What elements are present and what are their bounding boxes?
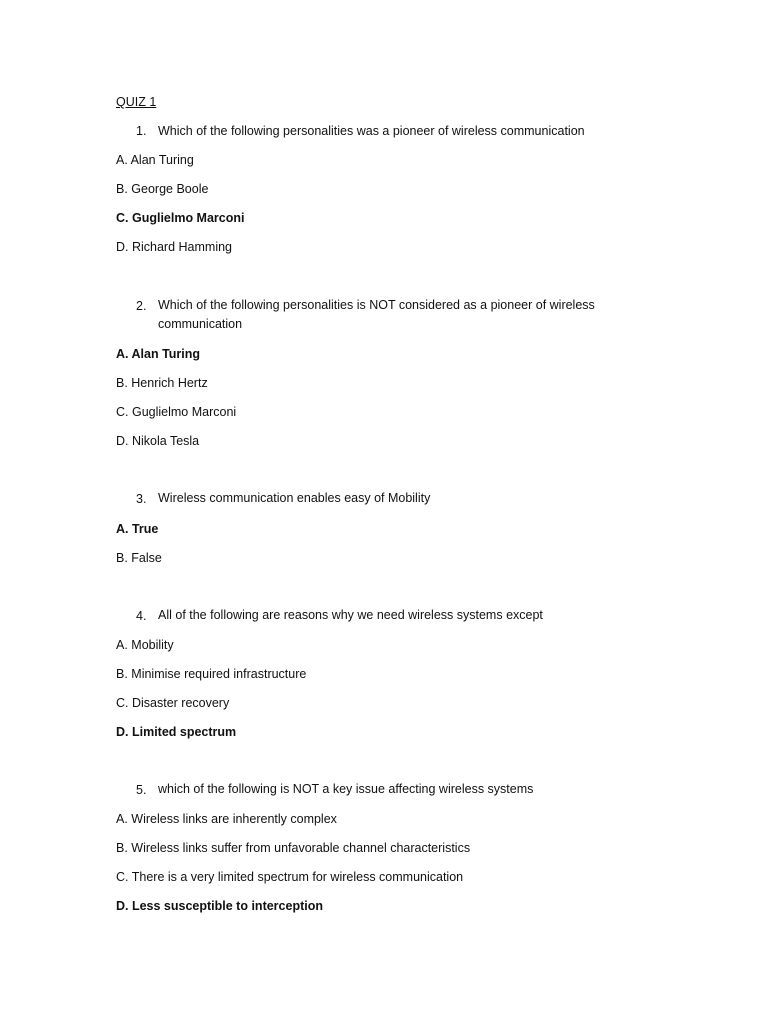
question-1-number: 1. [136, 124, 147, 138]
q4-option-a: A. Mobility [116, 638, 174, 652]
q2-option-c: C. Guglielmo Marconi [116, 405, 237, 419]
q4-option-d: D. Limited spectrum [116, 725, 237, 739]
q4-option-b: B. Minimise required infrastructure [116, 667, 307, 681]
question-5-number: 5. [136, 783, 147, 797]
q5-option-d: D. Less susceptible to interception [116, 899, 323, 913]
question-1-text: Which of the following personalities was a pioneer of wireless communication [158, 124, 585, 138]
q2-option-a: A. Alan Turing [116, 347, 201, 361]
question-3-number: 3. [136, 492, 147, 506]
q1-option-b: B. George Boole [116, 182, 209, 196]
q1-option-a: A. Alan Turing [116, 153, 194, 167]
q4-option-c: C. Disaster recovery [116, 696, 230, 710]
q1-option-d: D. Richard Hamming [116, 240, 233, 254]
q3-option-a: A. True [116, 522, 159, 536]
question-3-text: Wireless communication enables easy of Mobility [158, 491, 431, 505]
q2-option-b: B. Henrich Hertz [116, 376, 208, 390]
q5-option-a: A. Wireless links are inherently complex [116, 812, 337, 826]
q5-option-b: B. Wireless links suffer from unfavorable channel characteristics [116, 841, 471, 855]
q2-option-d: D. Nikola Tesla [116, 434, 200, 448]
question-4-number: 4. [136, 609, 147, 623]
q3-option-b: B. False [116, 551, 162, 565]
question-2-number: 2. [136, 299, 147, 313]
quiz-title: QUIZ 1 [116, 95, 157, 109]
question-4-text: All of the following are reasons why we need wireless systems except [158, 608, 543, 622]
q1-option-c: C. Guglielmo Marconi [116, 211, 245, 225]
question-5-text: which of the following is NOT a key issue affecting wireless systems [158, 782, 534, 796]
question-2-text: Which of the following personalities is NOT considered as a pioneer of wireless communication [158, 298, 595, 331]
q5-option-c: C. There is a very limited spectrum for wireless communication [116, 870, 464, 884]
